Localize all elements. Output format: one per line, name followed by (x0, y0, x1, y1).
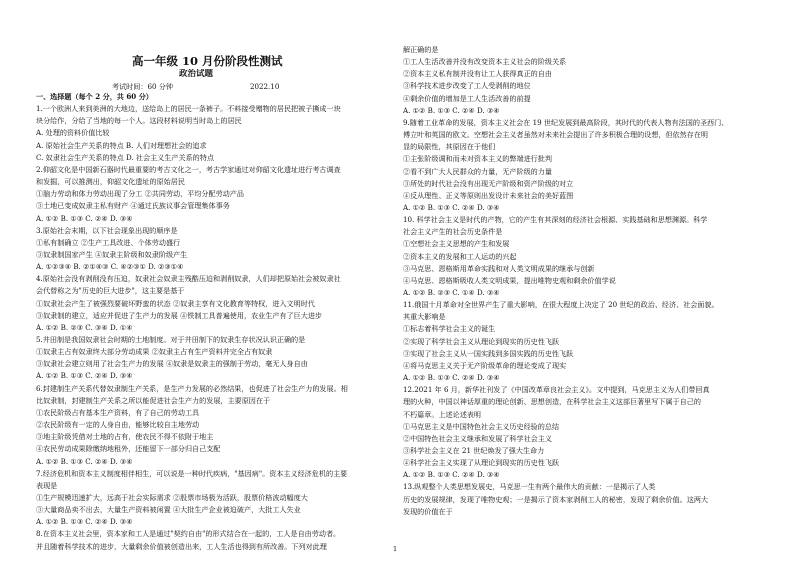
text-line: 发现的价值在于 (403, 506, 453, 516)
text-line: 比奴隶制，封建制生产关系之所以能促进社会生产力的发展，主要原因在于 (36, 395, 271, 405)
text-line: 10. 科学社会主义是时代的产物，它的产生有其深刻的经济社会根源、实践基础和思想渊源。科学 (403, 215, 708, 225)
text-line: A. 处理的资料价值比较 (36, 128, 110, 138)
text-line: A. ①② B. ②③ C. ①④ D. ③④ (403, 288, 500, 297)
text-line: 4.原始社会没有剥削没有压迫，奴隶社会奴隶主残酷压迫和剥削奴隶，人们却把原始社会被奴隶社 (36, 274, 341, 284)
text-line: ③大量商品卖不出去，大量生产资料被闲置 ④大批生产企业被迫破产，大批工人失业 (36, 505, 301, 515)
text-line: 显的局限性，其原因在于他们 (403, 142, 496, 152)
text-line: 其重大影响是 (403, 312, 446, 322)
text-line: 5.井田制是我国奴隶社会时期的土地制度。对于井田制下的奴隶生存状况认识正确的是 (36, 335, 306, 344)
page-number: 1 (393, 545, 398, 553)
text-line: A. 原始社会生产关系的特点 B. 人们对理想社会的追求 (36, 140, 207, 150)
text-line: 并且随着科学技术的进步，大量剩余价值被创造出来，工人生活也得到有所改善。下列对此理 (36, 541, 327, 551)
text-line: ②农民阶级有一定的人身自由，能够比较自主地劳动 (36, 420, 200, 430)
text-line: A. ①②③④ B. ②①④③ C. ④②③① D. ②③①④ (36, 262, 184, 272)
text-line: ③所处的时代社会没有出现无产阶级和资产阶级的对立 (403, 178, 574, 188)
text-line: ③马克思、恩格斯用革命实践和对人类文明成果的继承与创新 (403, 263, 595, 273)
exam-date: 2022.10 (250, 82, 280, 91)
text-line: ①奴隶社会产生了被强烈要破坏野蛮的状态 ②奴隶主享有文化教育等特权，进入文明时代 (36, 298, 315, 308)
text-line: ①生产规模迅速扩大，远高于社会实际需求 ②股票市场极为活跃，股票价格波动幅度大 (36, 492, 308, 502)
text-line: 不朽篇章。上述论述表明 (403, 409, 482, 419)
text-line: ①农民阶级占有基本生产资料，有了自己的劳动工具 (36, 407, 200, 417)
text-line: A. ①② B. ①③ C. ②④ D. ③④ (403, 373, 500, 383)
text-line: ②资本主义私有制并没有让工人获得真正的自由 (403, 69, 552, 79)
text-line: 解正确的是 (403, 45, 439, 54)
text-line: 一、选择题（每个 2 分，共 60 分） (36, 92, 153, 101)
text-line: ③科学技术进步改变了工人受剥削的地位 (403, 81, 531, 91)
text-line: ④反从理性、正义等原则出发设计未来社会的美好蓝图 (403, 190, 574, 200)
text-line: 表现是 (36, 480, 58, 490)
text-line: ④科学社会主义实现了从理论到现实的历史性飞跃 (403, 458, 560, 468)
text-line: C. 奴隶社会生产关系的特点 D. 社会主义生产关系的特点 (36, 152, 214, 162)
text-line: ②资本主义的发展和工人运动的兴起 (403, 251, 517, 261)
text-line: 会代替称之为"历史的巨大进步"，这主要是基于 (36, 286, 185, 296)
text-line: ①空想社会主义思想的产生和发展 (403, 239, 510, 249)
text-line: 傅立叶和英国的欧文。空想社会主义者虽然对未来社会提出了许多积极合理的设想，但依然存在明 (403, 130, 709, 140)
text-line: ①脑力劳动和体力劳动出现了分工 ②共同劳动，平均分配劳动产品 (36, 189, 244, 199)
text-line: ③奴隶制的建立，适应并促进了生产力的发展 ④铁制工具普遍使用，农业生产有了巨大进步 (36, 310, 323, 320)
text-line: ③科学社会主义在 21 世纪焕发了强大生命力 (403, 445, 545, 455)
text-line: A. ①② B. ①③ C. ②④ D. ③④ (36, 213, 133, 223)
text-line: ④将马克思主义关于无产阶级革命的理论变成了现实 (403, 360, 567, 370)
text-line: ①马克思主义是中国特色社会主义历史经验的总结 (403, 421, 560, 431)
text-line: ①私有制确立 ②生产工具改进、个体劳动盛行 (36, 237, 181, 247)
text-line: 11.俄国十月革命对全世界产生了重大影响，在很大程度上决定了 20 世纪的政治、经济、社会面貌。 (403, 300, 719, 310)
text-line: 6.封建制生产关系代替奴隶制生产关系，是生产力发展的必然结果，也促进了社会生产力的发展。相 (36, 383, 348, 393)
text-line: ①工人生活改善并没有改变资本主义社会的阶级关系 (403, 57, 567, 67)
exam-info: 考试时间：60 分钟 (112, 82, 173, 91)
text-line: 历史的发展规律，发现了唯物史观；一是揭示了资本家剥削工人的秘密，发现了剩余价值。这两大 (403, 494, 709, 504)
text-line: 7.经济危机和资本主义制度相伴相生，可以说是一种时代疾病，"基因病"。资本主义经济危机的主要 (36, 468, 348, 478)
text-line: ②看不到广大人民群众的力量，无产阶级的力量 (403, 166, 552, 176)
text-line: A. ①② B. ①③ C. ②④ D. ③④ (403, 105, 500, 115)
text-line: 理的火种，中国以神话厚重的理论创新、思想创造，在科学社会主义这部巨著里写下属于自己的 (403, 397, 701, 407)
text-line: A. ①② B. ①③ C. ②④ D. ③④ (403, 202, 500, 212)
text-line: 1.一个欧洲人来到美洲的大地边，送给岛上的居民一条裤子。不料接受赠物的居民把被子撕成一块 (36, 104, 341, 114)
text-line: 和发掘，可以推测出，仰韶文化遗址的原始居民 (36, 177, 185, 187)
text-line: 12.2021 年 6 月，新华社刊发了《中国改革章良社会主义》。文中提到，马克思主义为人们带回真 (403, 385, 710, 395)
text-line: 13.纵观整个人类思想发展史，马克思一生有两个最伟大的贡献：一是揭示了人类 (403, 482, 656, 492)
text-line: ③奴隶制国家产生 ④奴隶主阶级和奴隶阶级产生 (36, 249, 188, 259)
text-line: ③实现了社会主义从一国实践到多国实践的历史性飞跃 (403, 348, 574, 358)
page-title: 高一年级 10 月份阶段性测试 (132, 55, 283, 68)
text-line: ④农民劳动成果除缴纳地租外，还能留下一部分归自己支配 (36, 444, 221, 454)
text-line: ③土地已变成奴隶主私有财产 ④通过氏族议事会管理集体事务 (36, 201, 230, 211)
text-line: A. ①② B. ①③ C. ②④ D. ③④ (36, 456, 133, 466)
text-line: A. ①② B. ②③ C. ③④ D. ①④ (36, 322, 133, 332)
text-line: A. ①② B. ①③ C. ②④ D. ③④ (403, 470, 500, 480)
text-line: ①主张阶级调和而未对资本主义的弊端进行批判 (403, 154, 552, 164)
page-subtitle: 政治试题 (179, 69, 214, 79)
text-line: ③地主阶级凭借对土地的占有，使农民不得不依附于地主 (36, 432, 214, 442)
text-line: ④马克思、恩格斯吸收人类文明成果，提出唯物史观和剩余价值学说 (403, 275, 616, 285)
text-line: ④剩余价值的增加是工人生活改善的前提 (403, 93, 531, 103)
text-line: ②中国特色社会主义继承和发展了科学社会主义 (403, 433, 552, 443)
text-line: 2.仰韶文化是中国新石器时代最重要的考古文化之一，考古学家通过对仰韶文化遗址进行考古调查 (36, 164, 341, 174)
text-line: 9.随着工业革命的发展，资本主义社会在 19 世纪发展到最高阶段，其时代的代表人物有法国的圣西门、 (403, 117, 729, 127)
text-line: ①标志着科学社会主义的诞生 (403, 324, 496, 334)
text-line: ②实现了科学社会主义从理论到现实的历史性飞跃 (403, 336, 560, 346)
text-line: ③奴隶社会建立则用了社会生产力的发展 ④奴隶是奴隶主的强制于劳动，毫无人身自由 (36, 359, 308, 369)
text-line: 社会主义产生的社会历史条件是 (403, 227, 503, 237)
text-line: A. ①② B. ①③ C. ②④ D. ③④ (36, 517, 133, 527)
text-line: ①奴隶主占有奴隶终大部分劳动成果 ②奴隶主占有生产资料并完全占有奴隶 (36, 347, 273, 357)
text-line: 3.原始社会末期，以下社会现象出现的顺序是 (36, 225, 178, 235)
text-line: 8.在资本主义社会里，资本家和工人是通过"契约自由"的形式结合在一起的，工人是自由劳动者。 (36, 529, 341, 539)
text-line: A. ①② B. ①③ C. ②④ D. ③④ (36, 371, 133, 381)
text-line: 块分给作，分给了当地的每一个人。这段材料说明当时岛上的居民 (36, 116, 242, 126)
